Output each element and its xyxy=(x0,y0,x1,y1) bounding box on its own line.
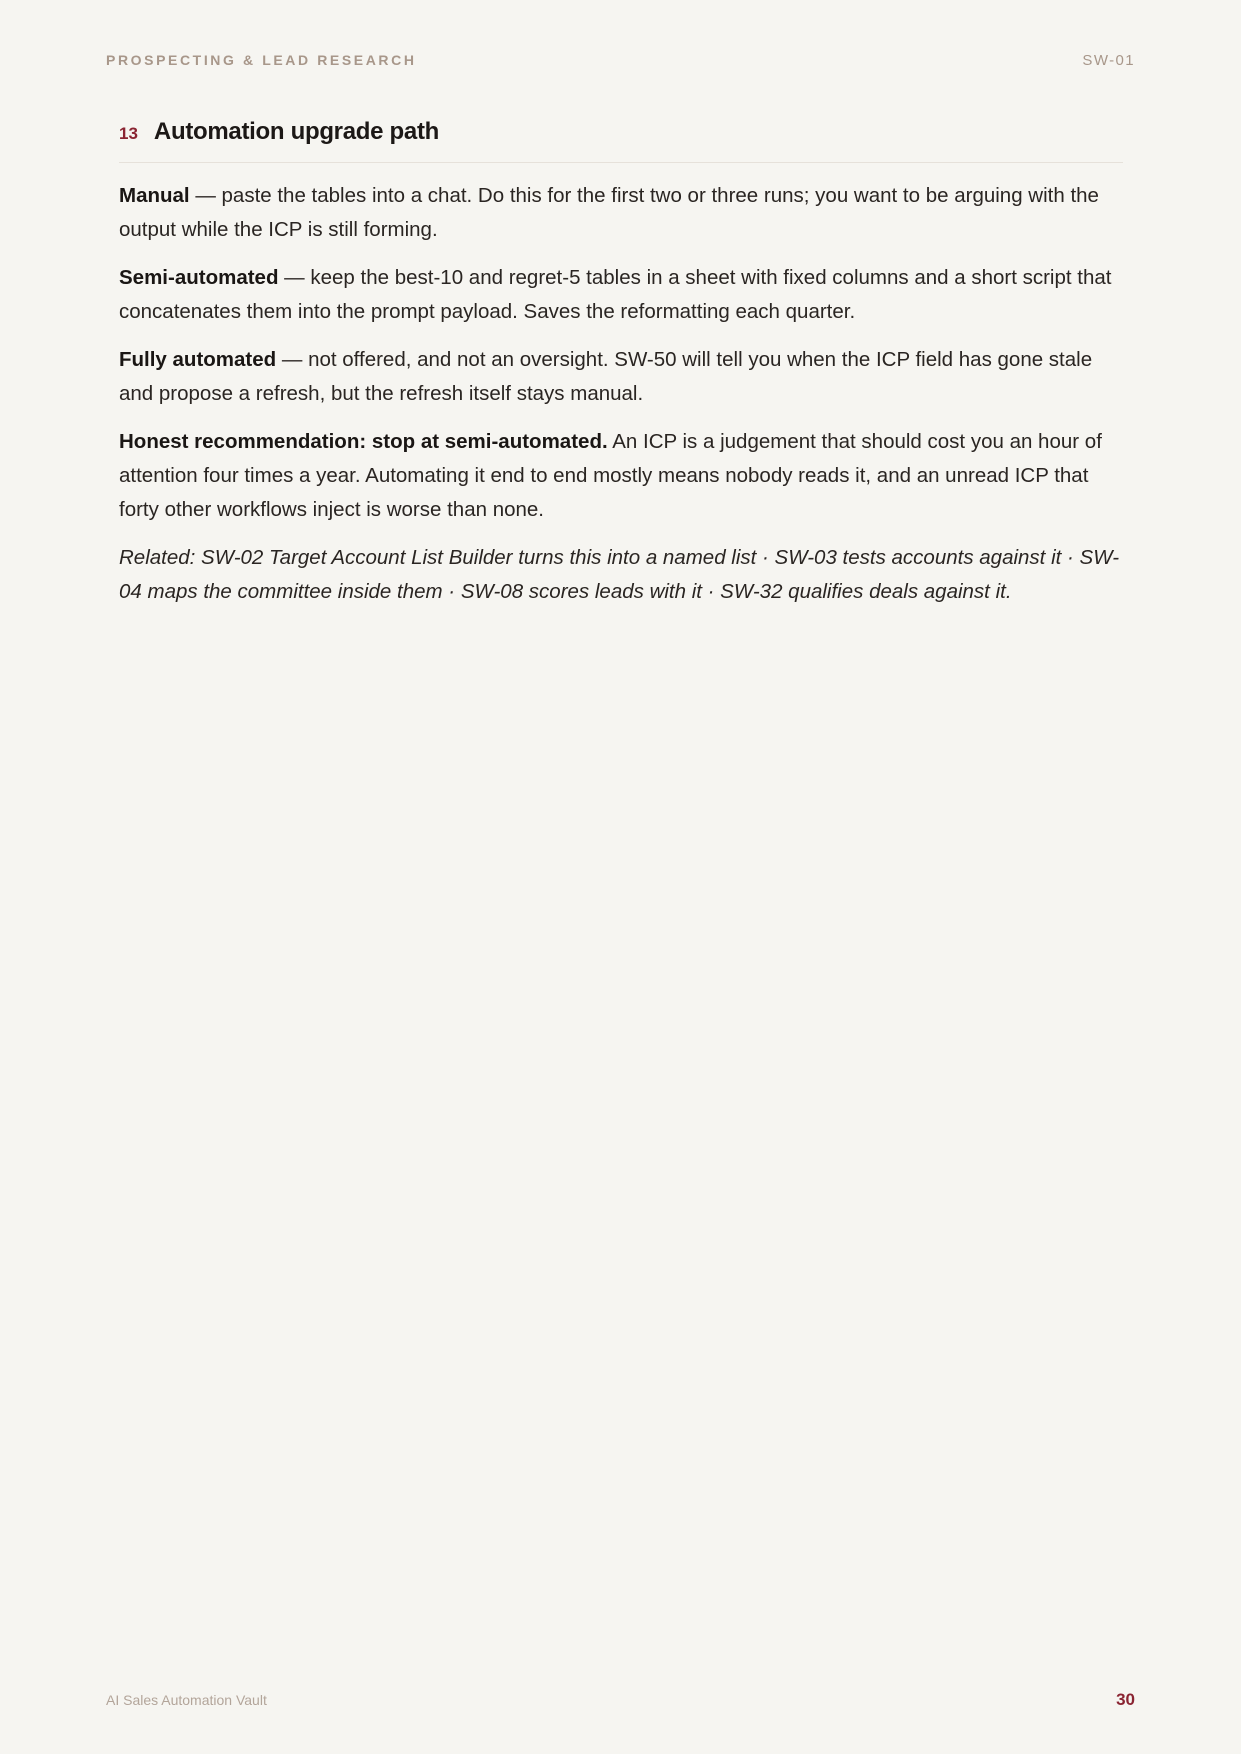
paragraph-lead: Semi-automated xyxy=(119,266,279,289)
footer-brand: AI Sales Automation Vault xyxy=(106,1692,267,1708)
paragraph-lead: Fully automated xyxy=(119,348,277,371)
section-number: 13 xyxy=(119,124,138,143)
related-workflows: Related: SW-02 Target Account List Builder turns this into a named list · SW-03 tests accounts against it · SW-04 maps the committee inside them · SW-08 scores leads with it · SW-32 qualifies deals against it. xyxy=(119,546,1120,603)
paragraph-lead: Honest recommendation: stop at semi-automated. xyxy=(119,430,608,453)
page-number: 30 xyxy=(1116,1690,1135,1709)
paragraph-fully-automated xyxy=(119,343,1123,411)
paragraph-lead: Manual xyxy=(119,184,190,207)
paragraph-recommendation xyxy=(119,425,1123,527)
section-title: Automation upgrade path xyxy=(153,118,440,145)
main-content xyxy=(119,118,1123,623)
paragraph-text: An ICP is a judgement that should cost you an hour of attention four times a year. Automating it end to end mostly means nobody reads it, and an unread ICP that forty other workflows inject is worse than none. xyxy=(119,430,1102,521)
page-footer xyxy=(106,1690,1135,1710)
paragraph-manual xyxy=(119,179,1123,247)
section-label: PROSPECTING & LEAD RESEARCH xyxy=(106,52,417,68)
workflow-code: SW-01 xyxy=(1082,51,1135,69)
paragraph-text: — keep the best-10 and regret-5 tables in a sheet with fixed columns and a short script that concatenates them into the prompt payload. Saves the reformatting each quarter. xyxy=(119,266,1112,323)
paragraph-text: — not offered, and not an oversight. SW-50 will tell you when the ICP field has gone stale and propose a refresh, but the refresh itself stays manual. xyxy=(119,348,1093,405)
section-heading xyxy=(119,118,1123,163)
paragraph-text: — paste the tables into a chat. Do this for the first two or three runs; you want to be arguing with the output while the ICP is still forming. xyxy=(119,184,1099,241)
paragraph-semi-automated xyxy=(119,261,1123,329)
running-header xyxy=(106,50,1135,70)
